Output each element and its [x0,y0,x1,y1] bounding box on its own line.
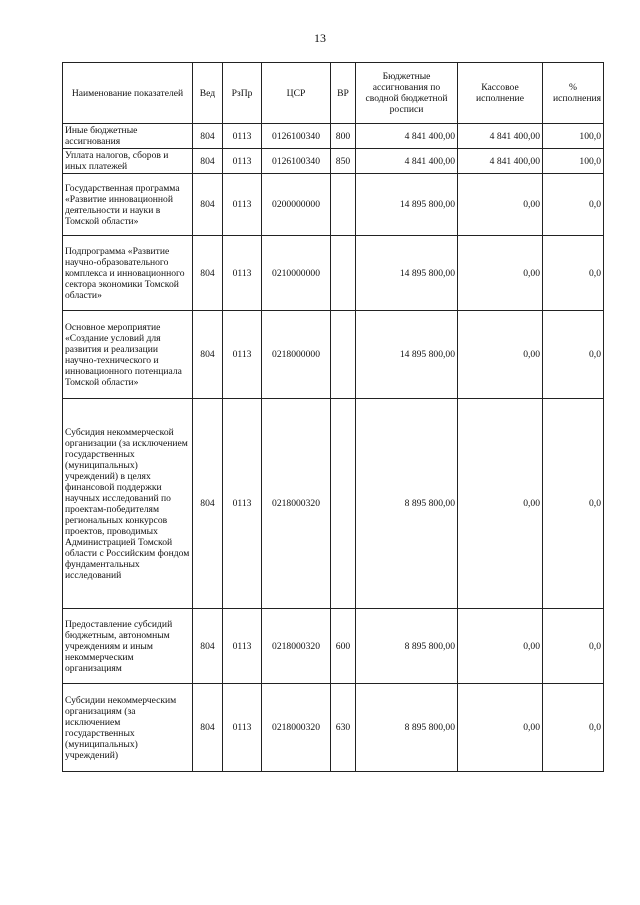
cell-ved: 804 [193,609,223,684]
header-ved: Вед [193,63,223,124]
cell-name: Уплата налогов, сборов и иных платежей [63,149,193,174]
table-header-row [63,63,604,124]
cell-ved: 804 [193,236,223,311]
cell-vr [331,236,356,311]
cell-cash: 4 841 400,00 [458,149,543,174]
page-number: 13 [314,31,326,45]
cell-csr: 0126100340 [262,149,331,174]
cell-vr: 630 [331,684,356,772]
cell-vr: 600 [331,609,356,684]
cell-vr: 800 [331,124,356,149]
header-vr: ВР [331,63,356,124]
cell-percent: 0,0 [543,399,604,609]
table-row [63,236,604,311]
cell-rzpr: 0113 [223,124,262,149]
cell-percent: 0,0 [543,311,604,399]
cell-rzpr: 0113 [223,149,262,174]
budget-execution-table [62,62,604,772]
header-name: Наименование показателей [63,63,193,124]
cell-name: Иные бюджетные ассигнования [63,124,193,149]
cell-rzpr: 0113 [223,236,262,311]
cell-name: Предоставление субсидий бюджетным, автономным учреждениям и иным некоммерческим организациям [63,609,193,684]
cell-cash: 0,00 [458,311,543,399]
cell-csr: 0210000000 [262,236,331,311]
cell-name: Государственная программа «Развитие инновационной деятельности и науки в Томской области» [63,174,193,236]
cell-csr: 0200000000 [262,174,331,236]
table-row [63,124,604,149]
cell-budget: 14 895 800,00 [356,311,458,399]
cell-ved: 804 [193,399,223,609]
cell-csr: 0126100340 [262,124,331,149]
cell-csr: 0218000320 [262,684,331,772]
cell-cash: 0,00 [458,684,543,772]
cell-ved: 804 [193,124,223,149]
cell-ved: 804 [193,311,223,399]
cell-budget: 8 895 800,00 [356,684,458,772]
header-csr: ЦСР [262,63,331,124]
cell-cash: 0,00 [458,174,543,236]
cell-percent: 0,0 [543,236,604,311]
cell-cash: 4 841 400,00 [458,124,543,149]
cell-percent: 0,0 [543,684,604,772]
header-percent: % исполнения [543,63,604,124]
cell-cash: 0,00 [458,399,543,609]
cell-name: Основное мероприятие «Создание условий для развития и реализации научно-технического и инновационного потенциала Томской области» [63,311,193,399]
cell-percent: 100,0 [543,149,604,174]
cell-name: Подпрограмма «Развитие научно-образовательного комплекса и инновационного сектора экономики Томской области» [63,236,193,311]
cell-csr: 0218000320 [262,399,331,609]
table-row [63,609,604,684]
cell-vr: 850 [331,149,356,174]
cell-csr: 0218000000 [262,311,331,399]
cell-rzpr: 0113 [223,311,262,399]
cell-budget: 14 895 800,00 [356,174,458,236]
cell-csr: 0218000320 [262,609,331,684]
cell-ved: 804 [193,684,223,772]
cell-rzpr: 0113 [223,609,262,684]
cell-budget: 4 841 400,00 [356,124,458,149]
table-row [63,311,604,399]
cell-rzpr: 0113 [223,399,262,609]
table-row [63,149,604,174]
header-rzpr: РзПр [223,63,262,124]
cell-vr [331,174,356,236]
header-budget: Бюджетные ассигнования по сводной бюджетной росписи [356,63,458,124]
cell-ved: 804 [193,149,223,174]
cell-budget: 8 895 800,00 [356,399,458,609]
cell-vr [331,311,356,399]
table-row [63,174,604,236]
table-row [63,399,604,609]
cell-rzpr: 0113 [223,174,262,236]
cell-name: Субсидии некоммерческим организациям (за исключением государственных (муниципальных) учреждений) [63,684,193,772]
cell-rzpr: 0113 [223,684,262,772]
cell-percent: 0,0 [543,609,604,684]
cell-ved: 804 [193,174,223,236]
cell-budget: 4 841 400,00 [356,149,458,174]
cell-percent: 100,0 [543,124,604,149]
cell-budget: 14 895 800,00 [356,236,458,311]
cell-cash: 0,00 [458,609,543,684]
header-cash: Кассовое исполнение [458,63,543,124]
table-row [63,684,604,772]
cell-cash: 0,00 [458,236,543,311]
cell-name: Субсидия некоммерческой организации (за исключением государственных (муниципальных) учреждений) в целях финансовой поддержки научных исследований по проектам-победителям региональных конкурсов проектов, проводимых Администрацией Томской области с Российским фондом фундаментальных исследований [63,399,193,609]
cell-budget: 8 895 800,00 [356,609,458,684]
cell-percent: 0,0 [543,174,604,236]
cell-vr [331,399,356,609]
